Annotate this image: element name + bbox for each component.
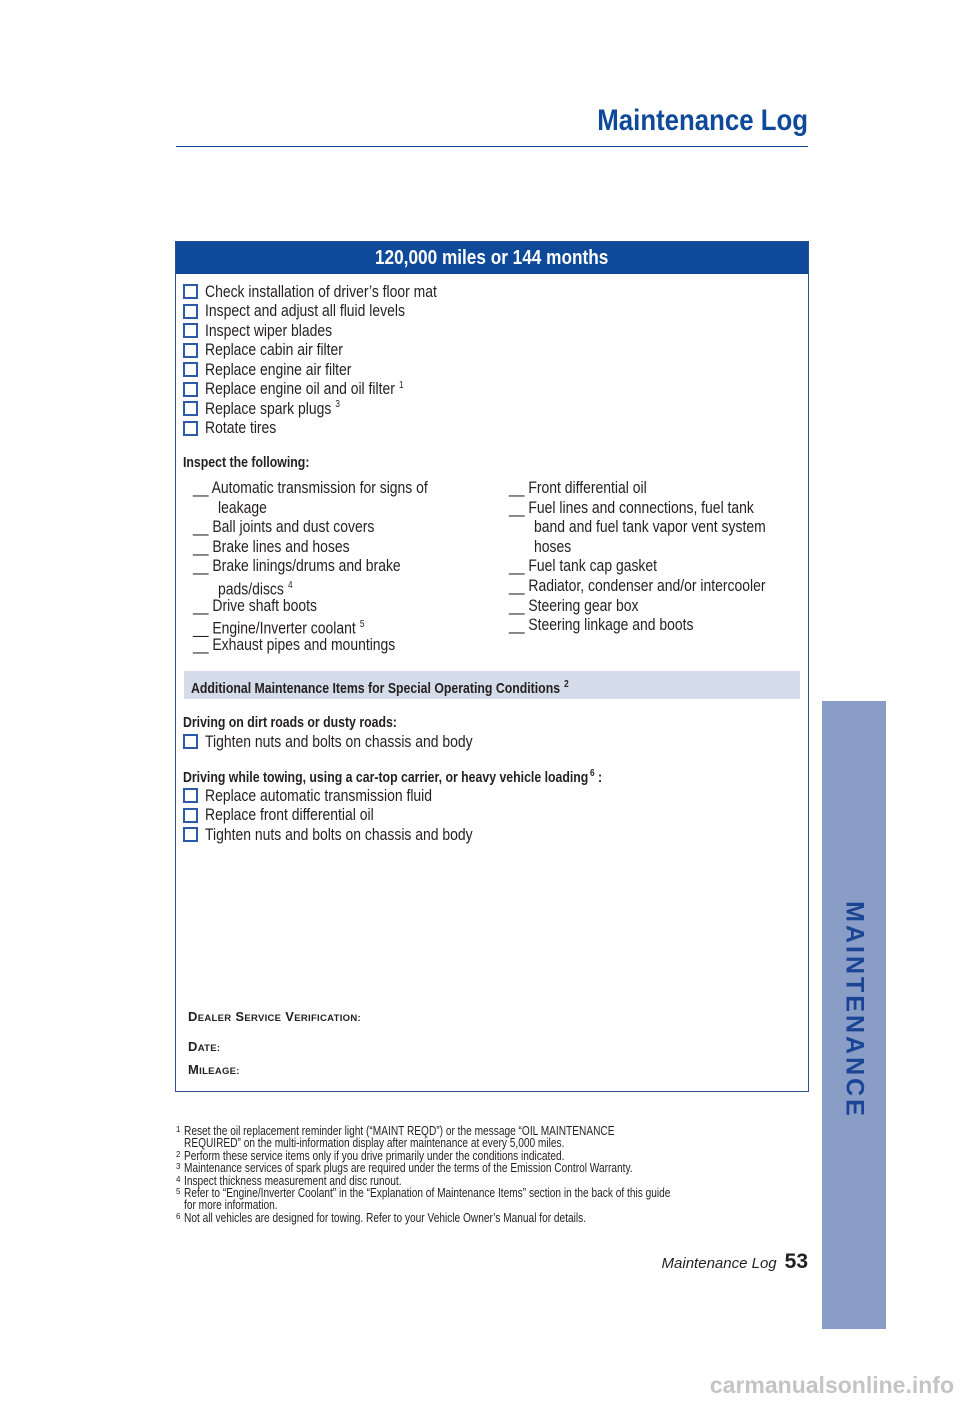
checkbox-icon[interactable] bbox=[183, 808, 198, 823]
special-conditions-heading: Additional Maintenance Items for Special Operating Conditions $^2$ bbox=[184, 671, 800, 699]
checkbox-icon[interactable] bbox=[183, 362, 198, 377]
watermark: carmanualsonline.info bbox=[709, 1372, 954, 1398]
inspect-item: __ Ball joints and dust covers bbox=[193, 517, 375, 537]
inspect-item: __ Fuel tank cap gasket bbox=[509, 556, 658, 576]
section-tab-label: MAINTENANCE bbox=[840, 901, 869, 1119]
inspect-item-continued: leakage bbox=[218, 497, 267, 517]
inspect-item: __ Engine/Inverter coolant $^5$ bbox=[193, 618, 365, 638]
date-label: DATE: bbox=[188, 1039, 221, 1054]
footnote: 5 Refer to “Engine/Inverter Coolant” in the “Explanation of Maintenance Items” section in the back of this guide for more information. bbox=[176, 1185, 671, 1213]
title-divider bbox=[176, 146, 808, 147]
inspect-item-continued: pads/discs $^4$ bbox=[218, 579, 293, 599]
towing-checklist bbox=[183, 786, 531, 845]
checklist-item[interactable]: Replace automatic transmission fluid bbox=[183, 786, 531, 806]
footnote-ref: 5 bbox=[359, 619, 365, 631]
inspect-item: __ Brake lines and hoses bbox=[193, 536, 350, 556]
checklist-item[interactable]: Replace engine oil and oil filter $^1$ bbox=[183, 380, 488, 400]
dealer-service-verification-label: DEALER SERVICE VERIFICATION: bbox=[188, 1009, 361, 1024]
checkbox-icon[interactable] bbox=[183, 382, 198, 397]
checklist-item[interactable]: Replace engine air filter bbox=[183, 360, 488, 380]
page-title: Maintenance Log bbox=[597, 104, 808, 137]
footnote: 4 Inspect thickness measurement and disc runout. bbox=[176, 1172, 402, 1188]
page-number: 53 bbox=[784, 1250, 808, 1273]
checkbox-icon[interactable] bbox=[183, 343, 198, 358]
inspect-item: __ Brake linings/drums and brake bbox=[193, 556, 401, 576]
page-footer bbox=[662, 1250, 808, 1274]
checklist-item[interactable]: Inspect and adjust all fluid levels bbox=[183, 302, 488, 322]
dirt-roads-heading: Driving on dirt roads or dusty roads: bbox=[183, 714, 397, 731]
inspect-item-continued: hoses bbox=[534, 536, 572, 556]
inspect-item: __ Exhaust pipes and mountings bbox=[193, 634, 396, 654]
checklist-item[interactable]: Check installation of driver’s floor mat bbox=[183, 282, 488, 302]
inspect-item: __ Radiator, condenser and/or intercooler bbox=[509, 575, 766, 595]
interval-header-label: 120,000 miles or 144 months bbox=[375, 247, 609, 269]
checklist-item[interactable]: Inspect wiper blades bbox=[183, 321, 488, 341]
mileage-label: MILEAGE: bbox=[188, 1062, 240, 1077]
checkbox-icon[interactable] bbox=[183, 788, 198, 803]
footnote-ref: 2 bbox=[564, 679, 569, 690]
footnote-ref: 3 bbox=[335, 399, 340, 411]
checkbox-icon[interactable] bbox=[183, 421, 198, 436]
service-checklist bbox=[183, 282, 488, 438]
footer-section-label: Maintenance Log bbox=[661, 1255, 777, 1272]
checklist-item[interactable]: Tighten nuts and bolts on chassis and body bbox=[183, 825, 531, 845]
inspect-item: __ Drive shaft boots bbox=[193, 595, 317, 615]
towing-heading: Driving while towing, using a car-top carrier, or heavy vehicle loading $^6$ : bbox=[183, 768, 603, 786]
inspect-item: __ Automatic transmission for signs of bbox=[193, 478, 428, 497]
inspect-item-continued: band and fuel tank vapor vent system bbox=[534, 517, 766, 537]
inspect-item: __ Fuel lines and connections, fuel tank bbox=[509, 497, 754, 517]
inspect-item: __ Steering gear box bbox=[509, 595, 639, 615]
footnote-ref: 6 bbox=[589, 768, 595, 779]
inspect-list-left bbox=[193, 478, 479, 654]
dirt-roads-checklist bbox=[183, 732, 531, 752]
checklist-item[interactable]: Replace spark plugs $^3$ bbox=[183, 399, 488, 419]
footnote: 1 Reset the oil replacement reminder light (“MAINT REQD”) or the message “OIL MAINTENANCE REQUIRED” on the multi-information display after maintenance at every 5,000 miles. bbox=[176, 1123, 615, 1151]
footnote-ref: 4 bbox=[287, 579, 293, 591]
footnote-ref: 1 bbox=[398, 379, 404, 391]
footnote: 2 Perform these service items only if you drive primarily under the conditions indicated. bbox=[176, 1147, 565, 1163]
checkbox-icon[interactable] bbox=[183, 827, 198, 842]
checklist-item[interactable]: Replace cabin air filter bbox=[183, 341, 488, 361]
checkbox-icon[interactable] bbox=[183, 304, 198, 319]
inspect-heading: Inspect the following: bbox=[183, 454, 310, 471]
checklist-item[interactable]: Replace front differential oil bbox=[183, 806, 531, 826]
footnote: 6 Not all vehicles are designed for towing. Refer to your Vehicle Owner’s Manual for details. bbox=[176, 1209, 587, 1225]
checkbox-icon[interactable] bbox=[183, 734, 198, 749]
inspect-item: __ Front differential oil bbox=[509, 478, 647, 497]
checkbox-icon[interactable] bbox=[183, 323, 198, 338]
footnotes bbox=[176, 1125, 811, 1224]
inspect-item: __ Steering linkage and boots bbox=[509, 615, 694, 635]
checklist-item[interactable]: Rotate tires bbox=[183, 419, 488, 439]
inspect-list-right bbox=[509, 478, 822, 635]
checklist-item[interactable]: Tighten nuts and bolts on chassis and body bbox=[183, 732, 531, 752]
maintenance-log-box bbox=[175, 241, 809, 1092]
interval-header bbox=[176, 242, 808, 274]
checkbox-icon[interactable] bbox=[183, 284, 198, 299]
footnote: 3 Maintenance services of spark plugs are required under the terms of the Emission Control Warranty. bbox=[176, 1160, 633, 1176]
checkbox-icon[interactable] bbox=[183, 401, 198, 416]
